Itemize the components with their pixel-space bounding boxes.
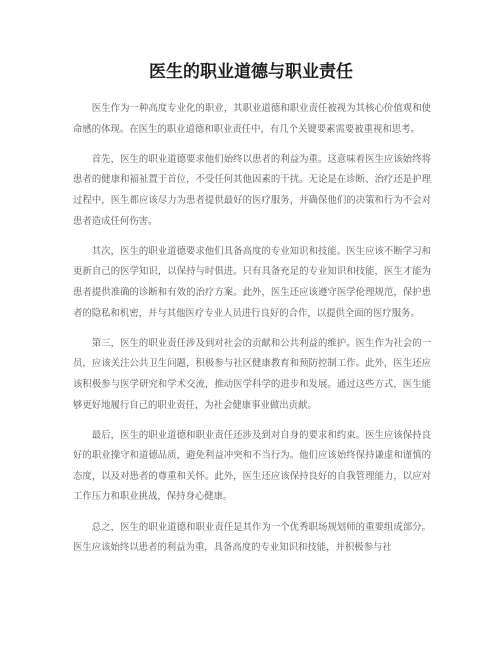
document-title: 医生的职业道德与职业责任: [149, 62, 353, 82]
paragraph-first: 首先，医生的职业道德要求他们始终以患者的利益为重。这意味着医生应该始终将患者的健康和福祉置于首位，不受任何其他因素的干扰。无论是在诊断、治疗还是护理过程中，医生都应该尽力为患者提供最好的医疗服务，并确保他们的决策和行为不会对患者造成任何伤害。: [73, 153, 431, 227]
document-body: [73, 99, 431, 568]
paragraph-last: 最后，医生的职业道德和职业责任还涉及到对自身的要求和约束。医生应该保持良好的职业操守和道德品质，避免利益冲突和不当行为。他们应该始终保持谦虚和谨慎的态度，以及对患者的尊重和关怀。此外，医生还应该保持良好的自我管理能力，以应对工作压力和职业挑战，保持身心健康。: [73, 429, 431, 503]
paragraph-third: 第三，医生的职业责任涉及到对社会的贡献和公共利益的维护。医生作为社会的一员，应该关注公共卫生问题，积极参与社区健康教育和预防控制工作。此外，医生还应该积极参与医学研究和学术交流，推动医学科学的进步和发展。通过这些方式，医生能够更好地履行自己的职业责任，为社会健康事业做出贡献。: [73, 337, 431, 411]
paragraph-second: 其次，医生的职业道德要求他们具备高度的专业知识和技能。医生应该不断学习和更新自己的医学知识，以保持与时俱进。只有具备充足的专业知识和技能，医生才能为患者提供准确的诊断和有效的治疗方案。此外，医生还应该遵守医学伦理规范，保护患者的隐私和机密，并与其他医疗专业人员进行良好的合作，以提供全面的医疗服务。: [73, 245, 431, 319]
paragraph-intro: 医生作为一种高度专业化的职业，其职业道德和职业责任被视为其核心价值观和使命感的体现。在医生的职业道德和职业责任中，有几个关键要素需要被重视和思考。: [73, 103, 431, 135]
paragraph-summary: 总之，医生的职业道德和职业责任是其作为一个优秀职场规划师的重要组成部分。医生应该始终以患者的利益为重，具备高度的专业知识和技能，并积极参与社: [73, 521, 431, 554]
